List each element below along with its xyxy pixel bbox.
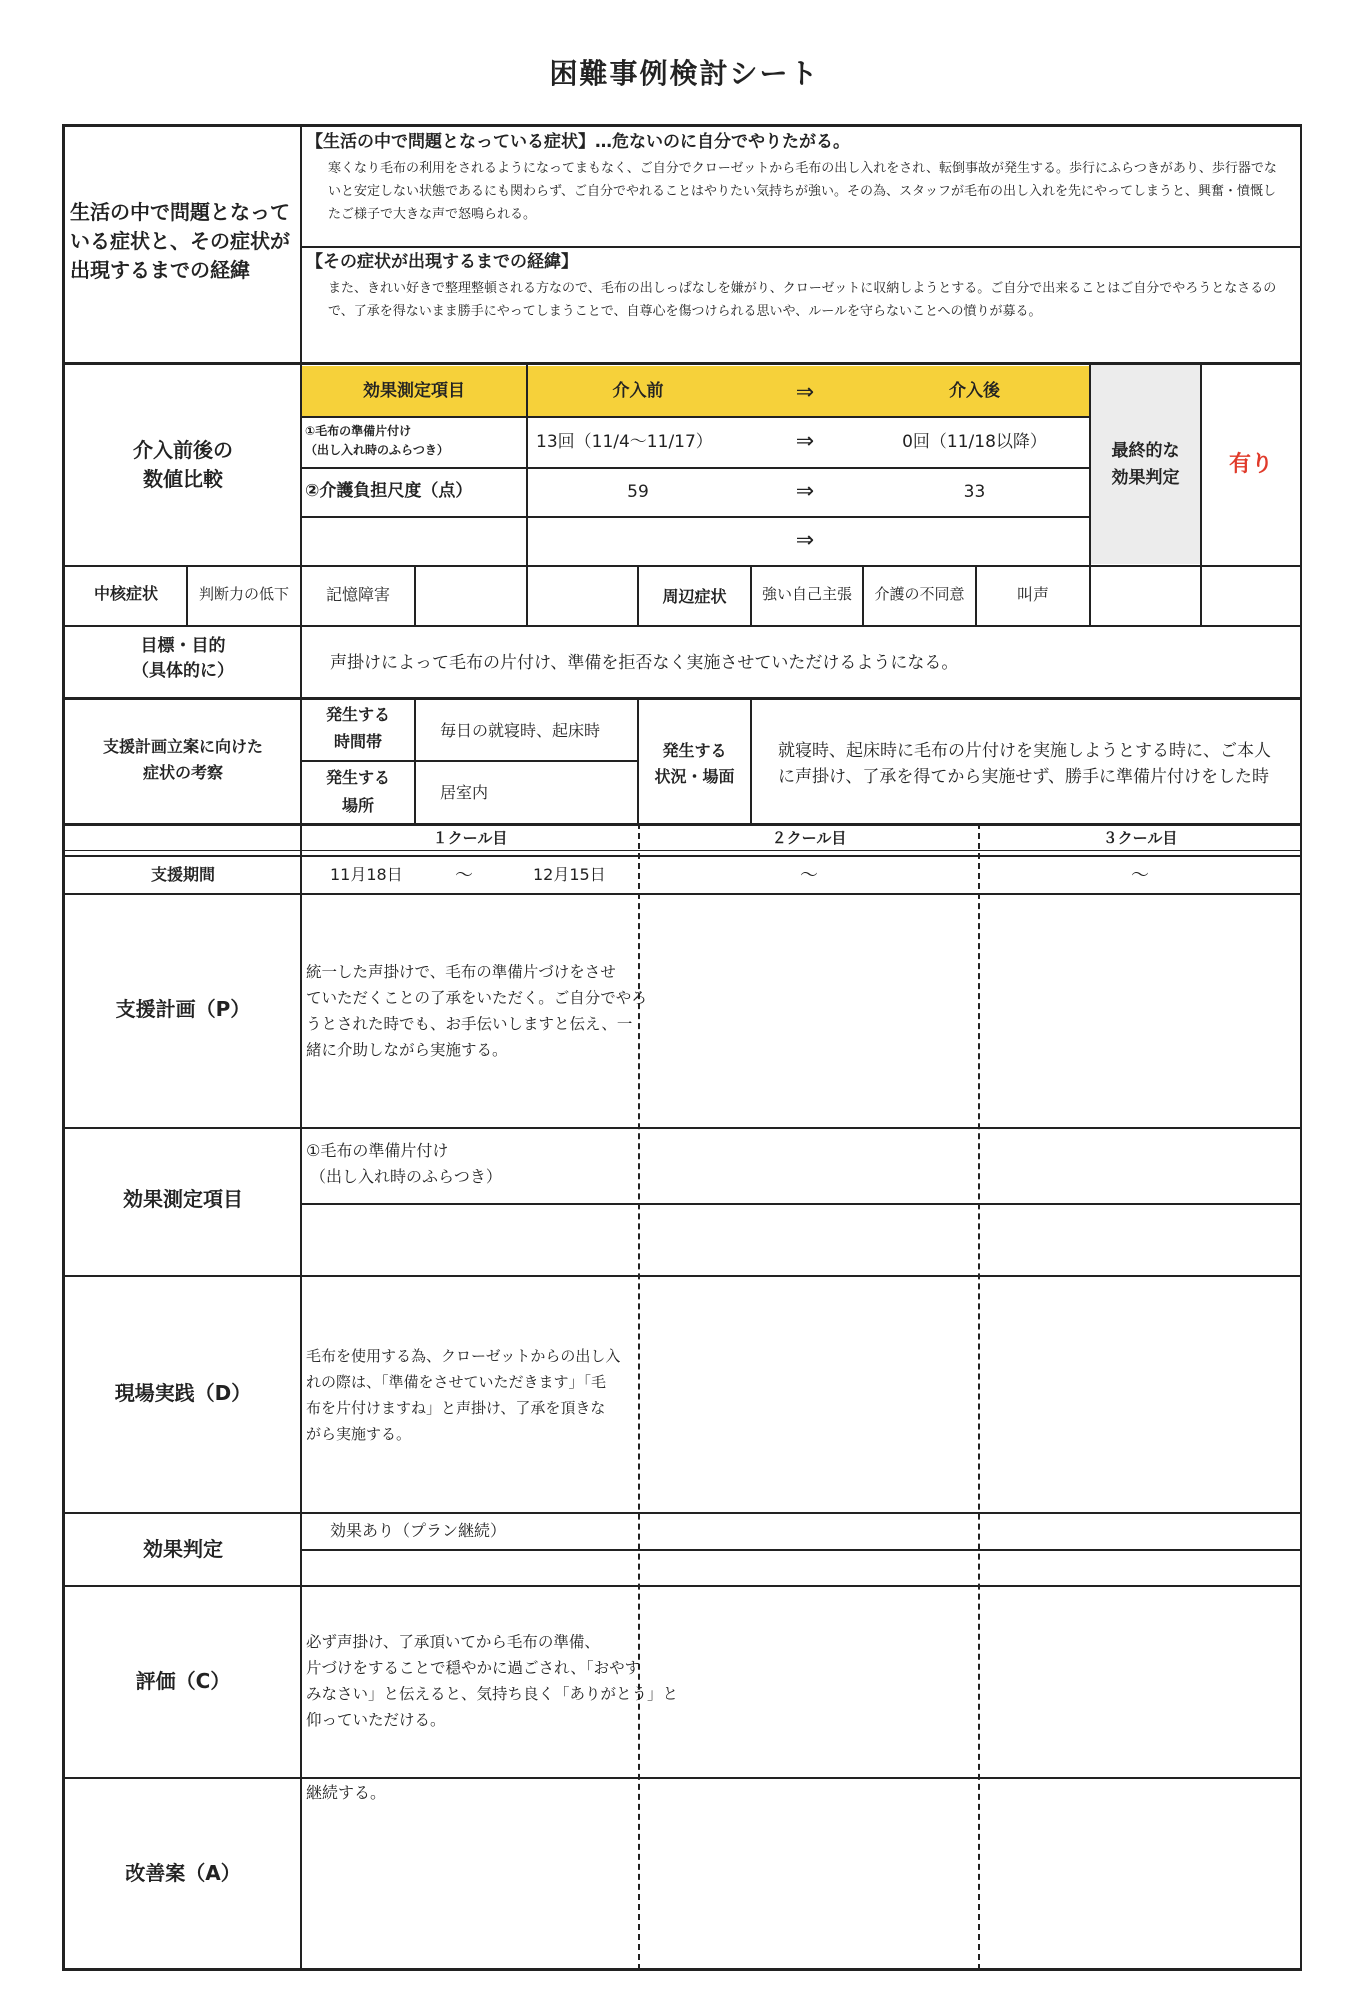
row1-item-2: （出し入れ時のふらつき） — [305, 443, 449, 457]
consider-label-1: 支援計画立案に向けた — [102, 737, 263, 756]
cour-1-label: １クール目 — [432, 829, 508, 847]
final-label-1: 最終的な — [1111, 441, 1180, 461]
practice-text-1: 毛布を使用する為、クローゼットからの出し入 — [306, 1347, 621, 1365]
comparison-label-1: 介入前後の — [133, 438, 233, 462]
plan-text-3: うとされた時でも、お手伝いしますと伝え、一 — [306, 1015, 633, 1033]
peripheral-item-2: 介護の不同意 — [874, 585, 965, 603]
period-label: 支援期間 — [150, 865, 215, 884]
core-item-2: 記憶障害 — [325, 585, 390, 604]
period-tilde-2: 〜 — [800, 865, 818, 886]
core-label: 中核症状 — [93, 584, 158, 603]
history-text: また、きれい好きで整理整頓される方なので、毛布の出しっぱなしを嫌がり、クローゼットに収納しようとする。ご自分で出来ることはご自分でやろうとなさるので、了承を得ないまま勝手にやってしまうことで、自尊心を傷つけられる思いや、ルールを守らないことへの憤りが募る。 — [328, 281, 1277, 319]
place-label-2: 場所 — [341, 796, 374, 815]
peripheral-item-1: 強い自己主張 — [761, 585, 852, 603]
situation-text-2: に声掛け、了承を得てから実施せず、勝手に準備片付けをした時 — [778, 767, 1269, 787]
header-after: 介入後 — [949, 381, 1000, 401]
practice-text-3: 布を片付けますね」と声掛け、了承を頂きな — [306, 1399, 606, 1417]
row3-arrow: ⇒ — [795, 528, 815, 553]
header-before: 介入前 — [612, 381, 664, 401]
measure-label: 効果測定項目 — [123, 1187, 243, 1211]
header-arrow: ⇒ — [795, 380, 815, 405]
period-start: 11月18日 — [330, 865, 403, 884]
final-label-2: 効果判定 — [1111, 468, 1180, 488]
measure-text-1: ①毛布の準備片付け — [306, 1141, 449, 1160]
measure-text-2: （出し入れ時のふらつき） — [310, 1167, 502, 1186]
practice-text-4: がら実施する。 — [306, 1425, 412, 1443]
evaluation-text-3: みなさい」と伝えると、気持ち良く「ありがとう」と — [306, 1685, 679, 1703]
time-label-2: 時間帯 — [333, 732, 382, 751]
row2-item: ②介護負担尺度（点） — [305, 481, 473, 501]
page-title: 困難事例検討シート — [549, 57, 820, 90]
evaluation-text-2: 片づけをすることで穏やかに過ごされ、「おやす — [306, 1659, 641, 1677]
peripheral-label: 周辺症状 — [662, 587, 727, 606]
cour-3-label: ３クール目 — [1102, 829, 1178, 847]
period-tilde-1: 〜 — [455, 865, 473, 886]
place-value: 居室内 — [440, 783, 489, 802]
plan-text-4: 緒に介助しながら実施する。 — [306, 1041, 508, 1059]
improve-text: 継続する。 — [306, 1783, 387, 1802]
consider-label-2: 症状の考察 — [142, 763, 223, 782]
judge-text: 効果あり（プラン継続） — [330, 1521, 507, 1540]
situation-text-1: 就寝時、起床時に毛布の片付けを実施しようとする時に、ご本人 — [778, 741, 1271, 761]
practice-text-2: れの際は、「準備をさせていただきます」「毛 — [306, 1373, 607, 1391]
time-value: 毎日の就寝時、起床時 — [440, 721, 601, 740]
judge-label: 効果判定 — [143, 1537, 223, 1561]
symptoms-label: 生活の中で問題となっている症状と、その症状が出現するまでの経緯 — [70, 200, 290, 282]
row1-after: 0回（11/18以降） — [902, 432, 1047, 452]
goal-label-1: 目標・目的 — [140, 636, 226, 656]
improve-label: 改善案（A） — [125, 1861, 241, 1885]
evaluation-text-4: 仰っていただける。 — [306, 1711, 446, 1729]
time-label-1: 発生する — [325, 705, 390, 724]
final-value: 有り — [1228, 452, 1273, 477]
comparison-label-2: 数値比較 — [143, 467, 223, 491]
plan-label: 支援計画（P） — [115, 997, 251, 1021]
plan-text-1: 統一した声掛けで、毛布の準備片づけをさせ — [306, 963, 616, 981]
core-item-1: 判断力の低下 — [198, 585, 289, 603]
row1-item-1: ①毛布の準備片付け — [305, 424, 412, 438]
situation-label-2: 状況・場面 — [654, 767, 735, 786]
period-end: 12月15日 — [533, 865, 606, 884]
row1-before: 13回（11/4〜11/17） — [536, 432, 713, 452]
goal-label-2: （具体的に） — [132, 661, 234, 681]
problem-text: 寒くなり毛布の利用をされるようになってまもなく、ご自分でクローゼットから毛布の出し入れをされ、転倒事故が発生する。歩行にふらつきがあり、歩行器でないと安定しない状態であるにも関わらず、ご自分でやれることはやりたい気持ちが強い。その為、スタッフが毛布の出し入れを先にやってしまうと、興奮・憤慨したご様子で大きな声で怒鳴られる。 — [328, 161, 1277, 222]
row2-after: 33 — [963, 482, 986, 502]
practice-label: 現場実践（D） — [114, 1381, 252, 1405]
cour-2-label: ２クール目 — [771, 829, 847, 847]
row2-arrow: ⇒ — [795, 479, 815, 504]
history-heading: 【その症状が出現するまでの経緯】 — [306, 252, 578, 272]
row1-arrow: ⇒ — [795, 429, 815, 454]
header-item: 効果測定項目 — [363, 381, 465, 401]
evaluation-text-1: 必ず声掛け、了承頂いてから毛布の準備、 — [306, 1633, 600, 1651]
period-tilde-3: 〜 — [1131, 865, 1149, 886]
evaluation-label: 評価（C） — [135, 1669, 231, 1693]
problem-heading: 【生活の中で問題となっている症状】…危ないのに自分でやりたがる。 — [306, 132, 850, 152]
goal-text: 声掛けによって毛布の片付け、準備を拒否なく実施させていただけるようになる。 — [330, 653, 959, 673]
row2-before: 59 — [627, 482, 649, 502]
plan-text-2: ていただくことの了承をいただく。ご自分でやろ — [306, 989, 647, 1007]
place-label-1: 発生する — [325, 768, 390, 787]
situation-label-1: 発生する — [662, 741, 727, 760]
peripheral-item-3: 叫声 — [1016, 585, 1049, 604]
